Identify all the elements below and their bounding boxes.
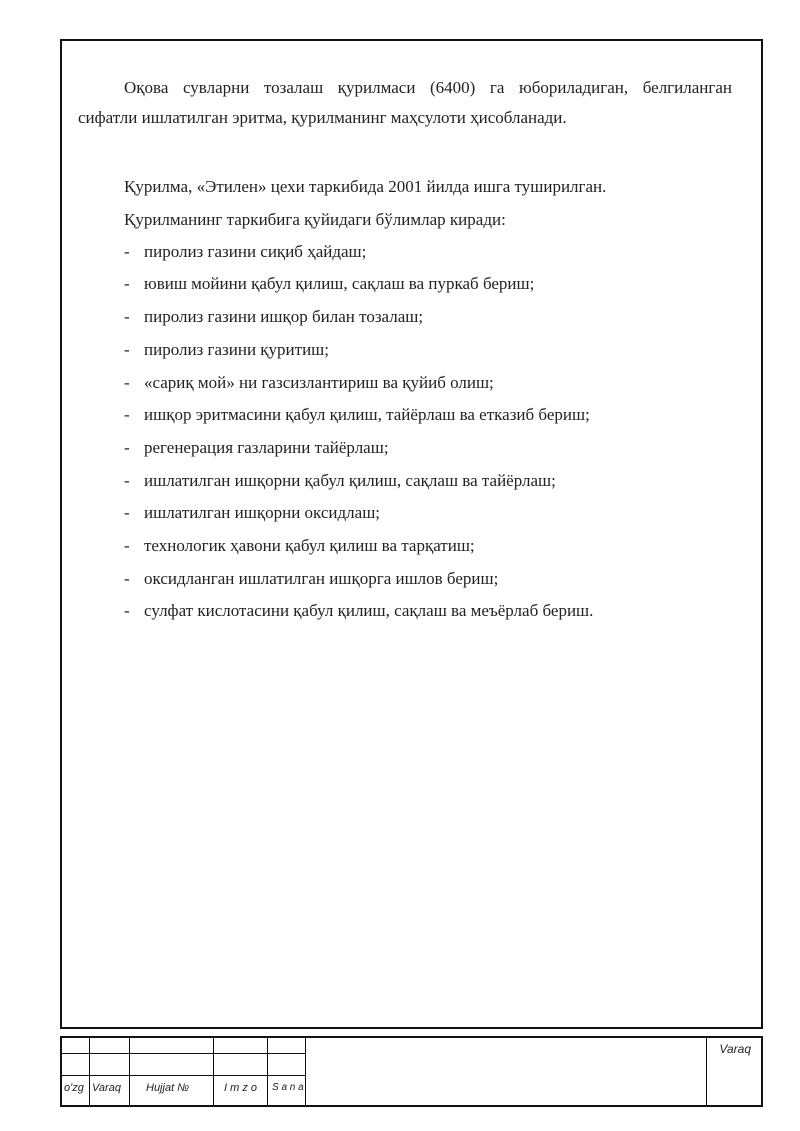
- sections-heading: Қурилманинг таркибига қуйидаги бўлимлар киради:: [124, 210, 506, 229]
- stamp-label-list: Varaq: [92, 1082, 121, 1094]
- list-item: - технологик ҳавони қабул қилиш ва тарқатиш;: [124, 536, 475, 555]
- list-item: - «сариқ мой» ни газсизлантириш ва қуйиб олиш;: [124, 373, 494, 392]
- list-item: - регенерация газларини тайёрлаш;: [124, 438, 389, 457]
- list-item: - пиролиз газини қуритиш;: [124, 340, 329, 359]
- stamp-column-line: [706, 1038, 707, 1105]
- intro-line-2: сифатли ишлатилган эритма, қурилманинг маҳсулоти ҳисобланади.: [78, 108, 567, 127]
- stamp-column-line: [267, 1038, 268, 1105]
- stamp-label-izm: o'zg: [64, 1082, 84, 1094]
- list-item: - ишлатилган ишқорни оксидлаш;: [124, 503, 381, 522]
- list-item: - оксидланган ишлатилган ишқорга ишлов бериш;: [124, 569, 499, 588]
- stamp-column-line: [129, 1038, 130, 1105]
- sheet-label: Varaq: [719, 1042, 751, 1056]
- list-item: - ювиш мойини қабул қилиш, сақлаш ва пуркаб бериш;: [124, 274, 535, 293]
- title-block: [60, 1036, 763, 1107]
- stamp-label-doc: Hujjat №: [146, 1082, 190, 1094]
- stamp-row-line: [62, 1075, 306, 1076]
- list-item: - ишлатилган ишқорни қабул қилиш, сақлаш ва тайёрлаш;: [124, 471, 556, 490]
- intro-line-1: Оқова сувларни тозалаш қурилмаси (6400) га юбориладиган, белгиланган: [124, 78, 732, 97]
- list-item: - пиролиз газини сиқиб ҳайдаш;: [124, 242, 367, 261]
- stamp-column-line: [89, 1038, 90, 1105]
- list-item: - ишқор эритмасини қабул қилиш, тайёрлаш ва етказиб бериш;: [124, 405, 590, 424]
- stamp-row-line: [62, 1053, 306, 1054]
- commission-paragraph: Қурилма, «Этилен» цехи таркибида 2001 йилда ишга туширилган.: [124, 177, 607, 196]
- list-item: - сулфат кислотасини қабул қилиш, сақлаш ва меъёрлаб бериш.: [124, 601, 594, 620]
- page-frame: [60, 39, 763, 1029]
- stamp-column-line: [213, 1038, 214, 1105]
- stamp-column-line: [305, 1038, 306, 1105]
- list-item: - пиролиз газини ишқор билан тозалаш;: [124, 307, 424, 326]
- stamp-label-sign: I m z o: [224, 1082, 258, 1094]
- stamp-label-date: S a n a: [272, 1082, 304, 1093]
- intro-paragraph: [78, 73, 732, 133]
